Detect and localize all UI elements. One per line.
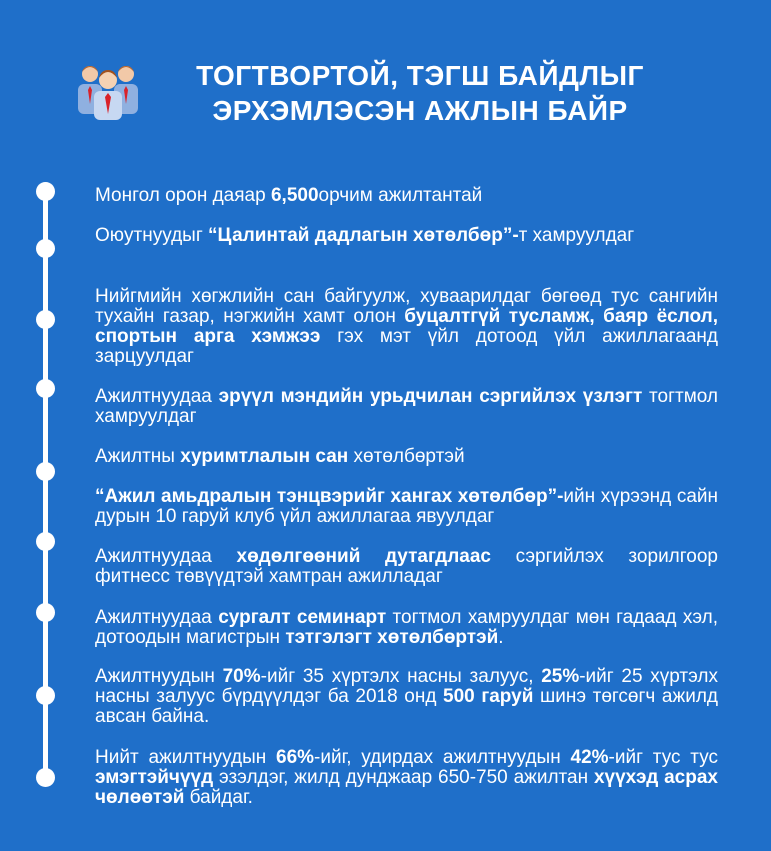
timeline-dot: [36, 603, 55, 622]
list-item: Нийгмийн хөгжлийн сан байгуулж, хуваарилдаг бөгөөд тус сангийн тухайн газар, нэгжийн хамт олон буцалтгүй тусламж, баяр ёслол, спортын арга хэмжээ гэх мэт үйл дотоод үйл ажиллагаанд зарцуулдаг: [95, 286, 718, 367]
list-item: Ажилтнуудын 70%-ийг 35 хүртэлх насны залуус, 25%-ийг 25 хүртэлх насны залуус бүрдүүлдэг ба 2018 онд 500 гаруй шинэ төгсөгч ажилд авсан байна.: [95, 666, 718, 727]
header: [0, 0, 771, 150]
list-item: Ажилтнуудаа сургалт семинарт тогтмол хамруулдаг мөн гадаад хэл, дотоодын магистрын тэтгэлэгт хөтөлбөртэй.: [95, 607, 718, 648]
title-line-1: ТОГТВОРТОЙ, ТЭГШ БАЙДЛЫГ: [196, 60, 644, 91]
timeline-dot: [36, 310, 55, 329]
timeline-dot: [36, 768, 55, 787]
list-item: Монгол орон даяар 6,500орчим ажилтантай: [95, 185, 483, 206]
people-group-icon: [76, 60, 140, 120]
list-item: “Ажил амьдралын тэнцвэрийг хангах хөтөлбөр”-ийн хүрээнд сайн дурын 10 гаруй клуб үйл ажиллагаа явуулдаг: [95, 486, 718, 527]
title-line-2: ЭРХЭМЛЭСЭН АЖЛЫН БАЙР: [212, 95, 628, 126]
list-item: Ажилтнуудаа эрүүл мэндийн урьдчилан сэргийлэх үзлэгт тогтмол хамруулдаг: [95, 386, 719, 427]
timeline-dot: [36, 379, 55, 398]
timeline-dot: [36, 462, 55, 481]
list-item: Нийт ажилтнуудын 66%-ийг, удирдах ажилтнуудын 42%-ийг тус тус эмэгтэйчүүд эзэлдэг, жилд дунджаар 650-750 ажилтан хүүхэд асрах чөлөөтэй байдаг.: [95, 747, 718, 808]
page-title: [150, 58, 690, 128]
timeline-dot: [36, 239, 55, 258]
list-item: Ажилтнуудаа хөдөлгөөний дутагдлаас сэргийлэх зорилгоор фитнесс төвүүдтэй хамтран ажилладаг: [95, 546, 718, 587]
list-item: Ажилтны хуримтлалын сан хөтөлбөртэй: [95, 446, 465, 467]
timeline-dot: [36, 686, 55, 705]
timeline-dot: [36, 532, 55, 551]
list-item: Оюутнуудыг “Цалинтай дадлагын хөтөлбөр”-т хамруулдаг: [95, 225, 635, 246]
timeline-dot: [36, 182, 55, 201]
